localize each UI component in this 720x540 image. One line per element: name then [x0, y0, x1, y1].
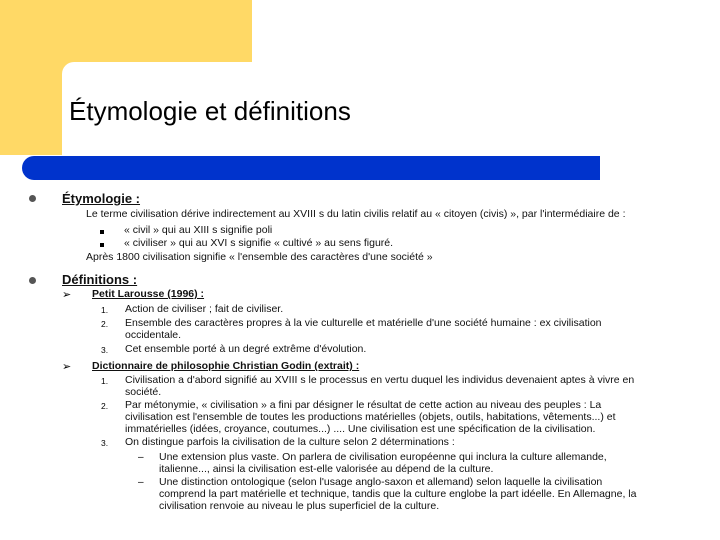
arrow-bullet-icon: ➢: [62, 289, 72, 301]
etymologie-intro: Le terme civilisation dérive indirectement au XVIII s du latin civilis relatif au « citoyen (civis) », par l'intermédiaire de :: [86, 208, 626, 220]
larousse-heading: Petit Larousse (1996) :: [92, 288, 205, 300]
etymologie-item: « civiliser » qui au XVI s signifie « cultivé » au sens figuré.: [124, 237, 394, 249]
slide-title: Étymologie et définitions: [69, 96, 351, 126]
godin-sub-line: Une extension plus vaste. On parlera de civilisation européenne qui inclura la culture allemande,: [159, 451, 607, 463]
etymologie-item: « civil » qui au XIII s signifie poli: [124, 224, 273, 236]
list-number: 2.: [101, 401, 109, 411]
godin-line: Civilisation a d'abord signifié au XVIII s le processus en vertu duquel les individus devenaient aptes à vivre en: [125, 374, 635, 386]
godin-sub-line: civilisation renvoie au niveau le plus superficiel de la culture.: [159, 500, 440, 512]
square-bullet-icon: [100, 230, 104, 234]
godin-heading: Dictionnaire de philosophie Christian Godin (extrait) :: [92, 360, 360, 372]
godin-sub-line: comprend la part matérielle et technique, tandis que la culture englobe la part idéelle. En Allemagne, la: [159, 488, 637, 500]
list-number: 3.: [101, 438, 109, 448]
etymologie-after: Après 1800 civilisation signifie « l'ensemble des caractères d'une société »: [86, 251, 433, 263]
arrow-bullet-icon: ➢: [62, 361, 72, 373]
list-number: 1.: [101, 376, 109, 386]
square-bullet-icon: [100, 243, 104, 247]
godin-sub-line: italienne..., ainsi la civilisation est-elle valorisée au dépend de la culture.: [159, 463, 494, 475]
godin-sub-line: Une distinction ontologique (selon l'usage anglo-saxon et allemand) selon laquelle la civilisation: [159, 476, 603, 488]
godin-line: société.: [125, 386, 162, 398]
bullet-dot-icon: [29, 277, 36, 284]
definitions-heading: Définitions :: [62, 272, 138, 287]
etymologie-heading: Étymologie :: [62, 191, 141, 206]
larousse-line: occidentale.: [125, 329, 182, 341]
larousse-line: Ensemble des caractères propres à la vie culturelle et matérielle d'une société humaine : ex civilisation: [125, 317, 602, 329]
godin-line: Par métonymie, « civilisation » a fini par désigner le résultat de cette action au niveau des peuples : La: [125, 399, 602, 411]
dash-bullet: –: [138, 477, 144, 488]
list-number: 2.: [101, 319, 109, 329]
larousse-line: Cet ensemble porté à un degré extrême d'évolution.: [125, 343, 367, 355]
godin-line: civilisation est l'ensemble de toutes les productions matérielles (objets, outils, habitations, vêtements...) et: [125, 411, 616, 423]
list-number: 3.: [101, 345, 109, 355]
dash-bullet: –: [138, 452, 144, 463]
larousse-line: Action de civiliser ; fait de civiliser.: [125, 303, 284, 315]
bullet-dot-icon: [29, 195, 36, 202]
list-number: 1.: [101, 305, 109, 315]
godin-line: immatérielles (idées, croyance, coutumes...) .... Une civilisation est une spécification de la civilisation.: [125, 423, 596, 435]
godin-line: On distingue parfois la civilisation de la culture selon 2 déterminations :: [125, 436, 455, 448]
